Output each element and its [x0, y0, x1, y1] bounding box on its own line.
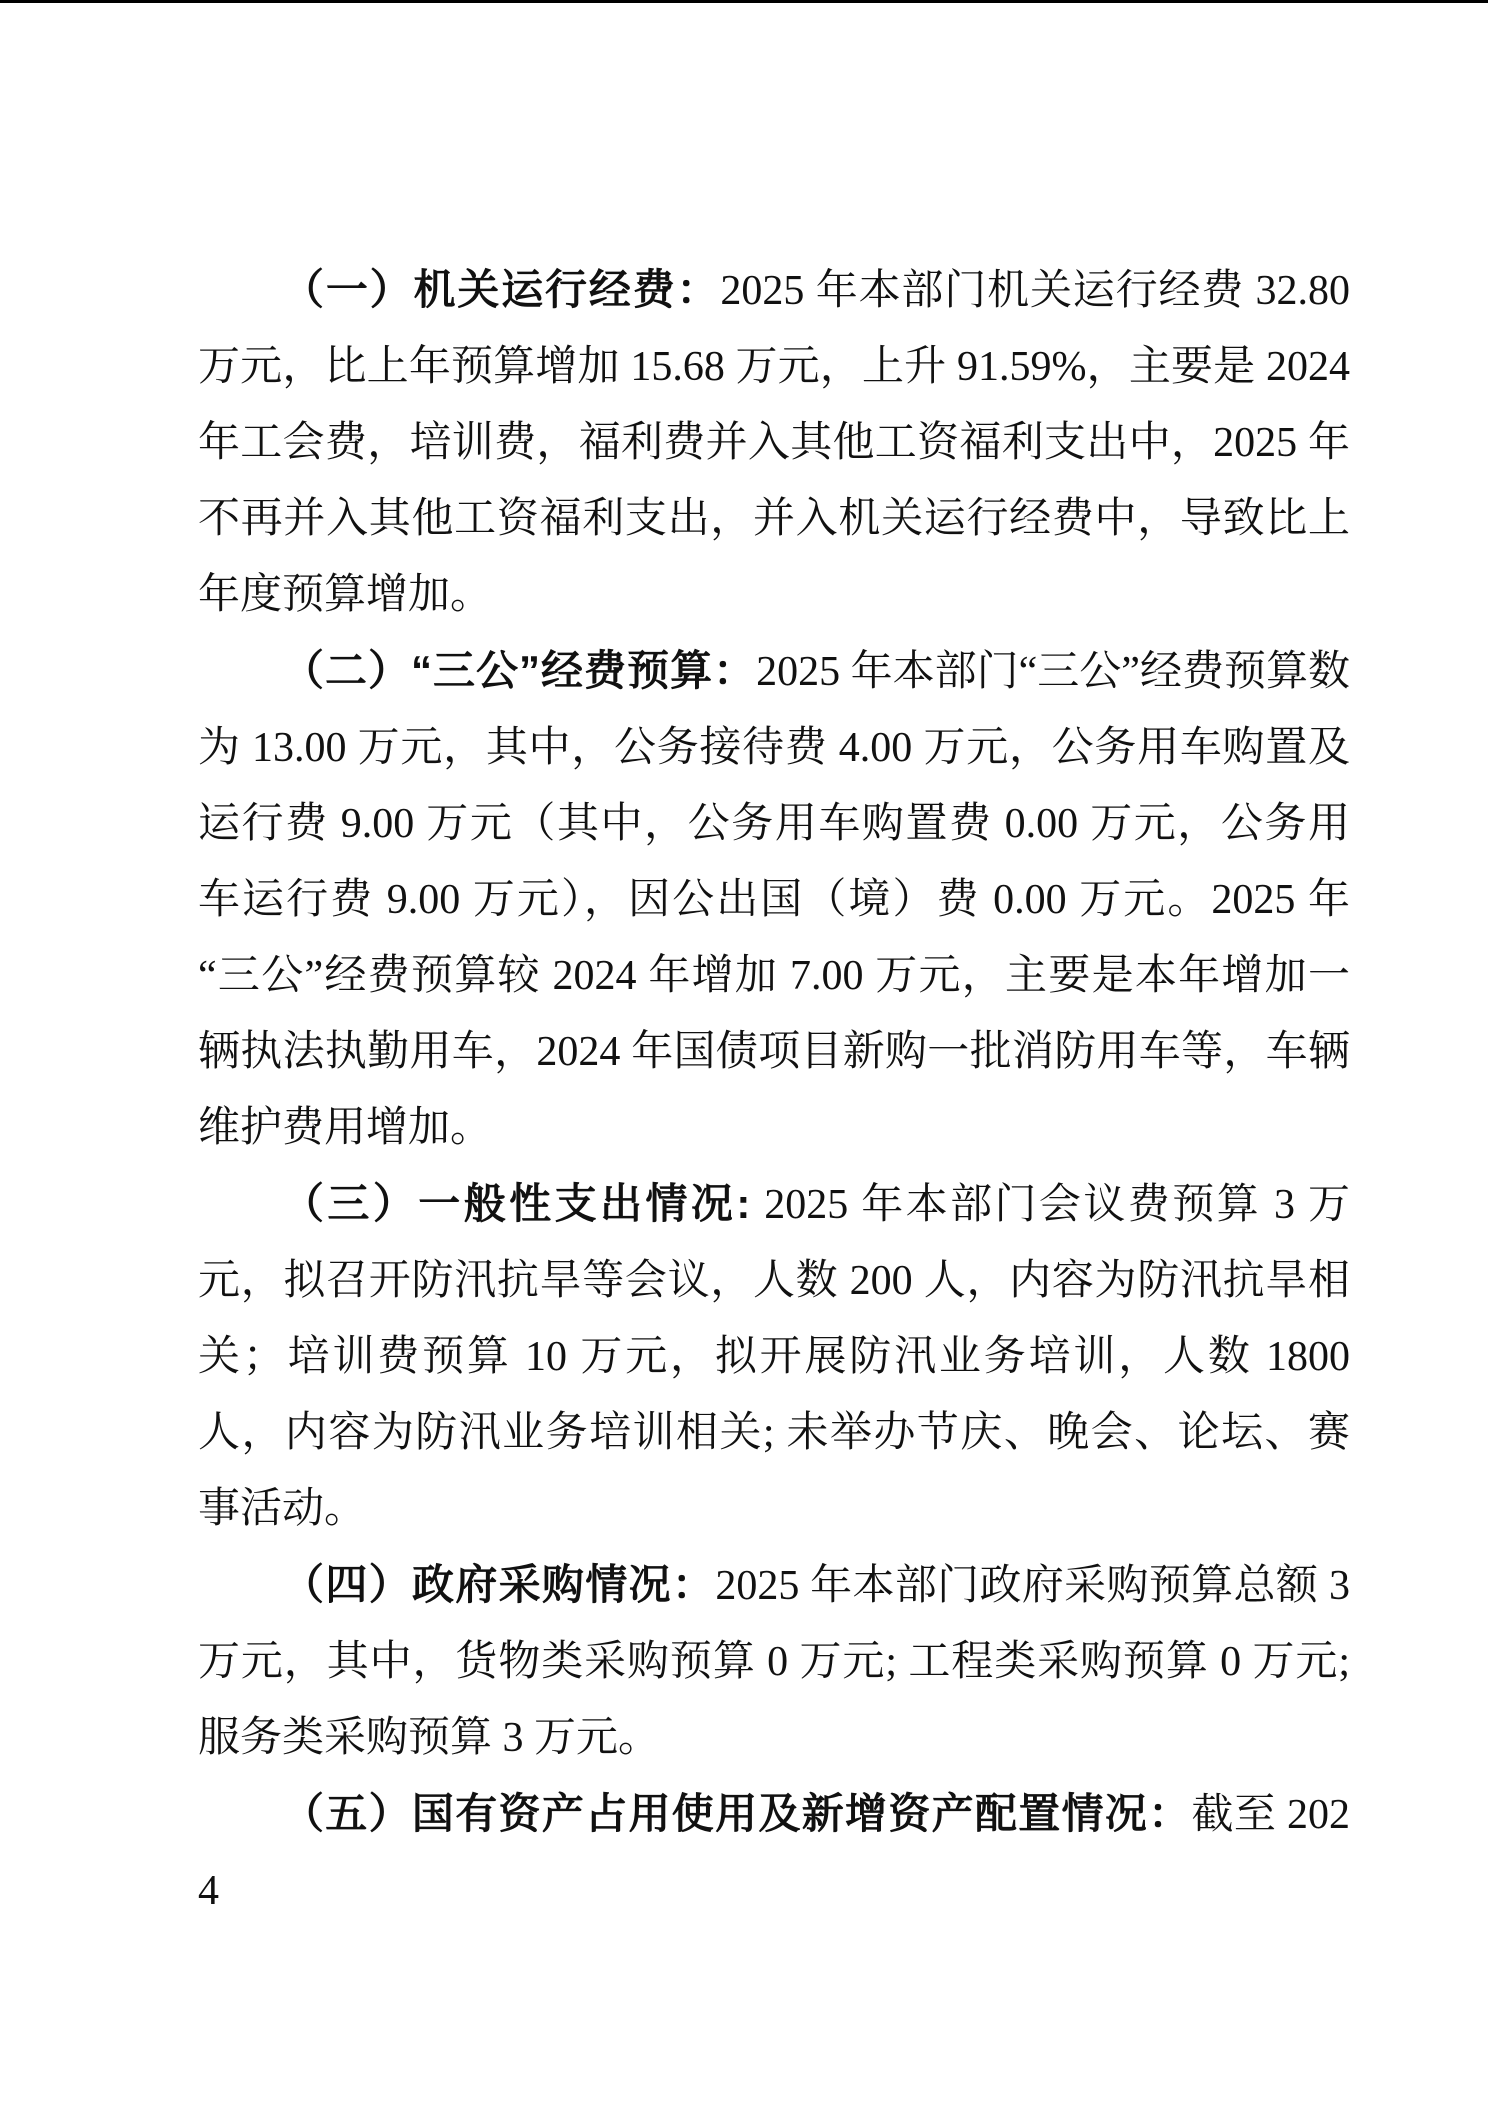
- paragraph-text-3: 2025 年本部门会议费预算 3 万元，拟召开防汛抗旱等会议，人数 200 人，内容为防汛抗旱相关；培训费预算 10 万元，拟开展防汛业务培训，人数 1800 人，内容为防汛业务培训相关; 未举办节庆、晚会、论坛、赛事活动。: [198, 1182, 1350, 1532]
- paragraph-three-public-expenses: [198, 633, 1350, 1166]
- paragraph-lead-5: （五）国有资产占用使用及新增资产配置情况：: [282, 1790, 1192, 1837]
- paragraph-text-4: 2025 年本部门政府采购预算总额 3 万元，其中，货物类采购预算 0 万元; 工程类采购预算 0 万元; 服务类采购预算 3 万元。: [198, 1563, 1350, 1761]
- paragraph-state-owned-assets: [198, 1776, 1350, 1929]
- paragraph-lead-4: （四）政府采购情况：: [282, 1561, 716, 1608]
- paragraph-agency-operating-funds: [198, 252, 1350, 633]
- paragraph-text-5: 截至 2024: [198, 1792, 1350, 1914]
- paragraph-lead-1: （一）机关运行经费：: [282, 266, 721, 313]
- document-body: [198, 252, 1350, 1929]
- paragraph-text-2: 2025 年本部门“三公”经费预算数为 13.00 万元，其中，公务接待费 4.00 万元，公务用车购置及运行费 9.00 万元（其中，公务用车购置费 0.00 万元，公务用车运行费 9.00 万元），因公出国（境）费 0.00 万元。2025 年“三公”经费预算较 2024 年增加 7.00 万元，主要是本年增加一辆执法执勤用车，2024 年国债项目新购一批消防用车等，车辆维护费用增加。: [198, 649, 1350, 1151]
- paragraph-general-expenditure: [198, 1166, 1350, 1547]
- paragraph-text-1: 2025 年本部门机关运行经费 32.80 万元，比上年预算增加 15.68 万元，上升 91.59%，主要是 2024 年工会费，培训费，福利费并入其他工资福利支出中，2025 年不再并入其他工资福利支出，并入机关运行经费中，导致比上年度预算增加。: [198, 268, 1350, 618]
- paragraph-lead-2: （二）“三公”经费预算：: [282, 647, 757, 694]
- scan-edge-artifact: [0, 0, 1488, 3]
- paragraph-government-procurement: [198, 1547, 1350, 1776]
- paragraph-lead-3: （三）一般性支出情况:: [282, 1180, 752, 1227]
